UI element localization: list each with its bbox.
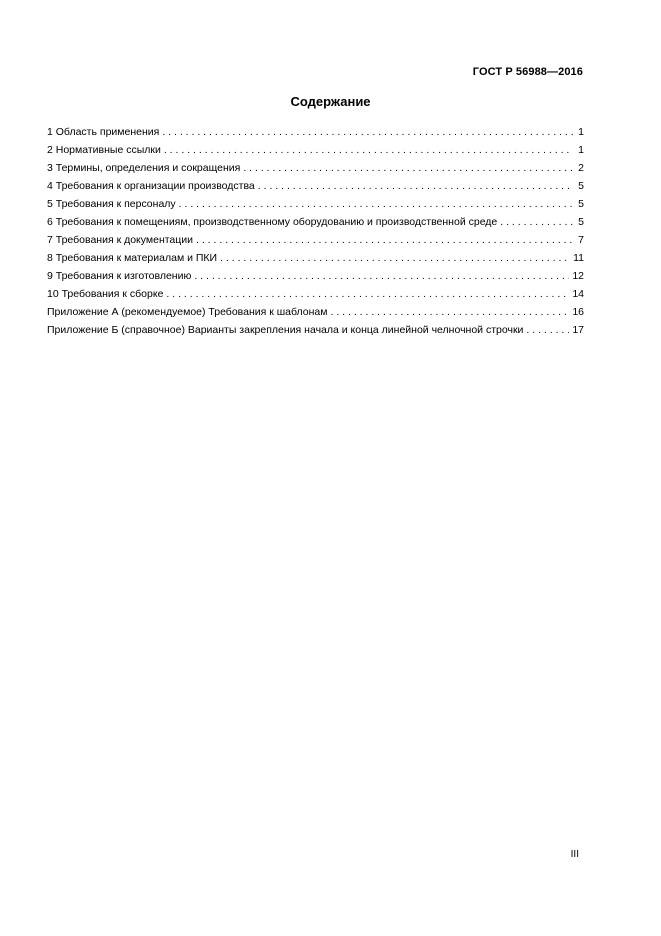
toc-entry-page: 12 [572,270,584,282]
toc-entry-page: 7 [578,234,584,246]
toc-entry-text: 2 Нормативные ссылки [47,144,161,156]
toc-entry-page: 16 [572,306,584,318]
toc-leader-dots [162,123,573,141]
toc-entry-text: Приложение А (рекомендуемое) Требования к шаблонам [47,306,328,318]
toc-entry-text: 8 Требования к материалам и ПКИ [47,252,218,264]
toc-leader-dots [526,321,569,339]
toc-entry-page: 5 [578,180,584,192]
toc-leader-dots [196,231,573,249]
toc-entry[interactable] [47,249,584,267]
toc-entry-text: 6 Требования к помещениям, производственному оборудованию и производственной среде [47,216,498,228]
toc-entry-page: 14 [572,288,584,300]
toc-entry-page: 5 [578,198,584,210]
toc-entry[interactable] [47,321,584,339]
toc-entry-page: 17 [572,324,584,336]
table-of-contents [47,123,584,339]
toc-entry[interactable] [47,231,584,249]
toc-entry-page: 11 [573,252,584,264]
toc-entry-text: 1 Область применения [47,126,160,138]
toc-entry-text: Приложение Б (справочное) Варианты закрепления начала и конца линейной челночной строчки [47,324,524,336]
toc-title: Содержание [290,94,371,109]
toc-entry[interactable] [47,195,584,213]
toc-leader-dots [164,141,573,159]
toc-entry[interactable] [47,141,584,159]
toc-entry-page: 5 [578,216,584,228]
toc-entry-page: 2 [578,162,584,174]
toc-leader-dots [258,177,573,195]
toc-leader-dots [166,285,569,303]
toc-entry-page: 1 [578,144,584,156]
page-number: III [570,849,579,860]
toc-entry[interactable] [47,267,584,285]
toc-leader-dots [500,213,573,231]
toc-entry-text: 5 Требования к персоналу [47,198,176,210]
toc-entry-text: 9 Требования к изготовлению [47,270,192,282]
toc-entry-text: 4 Требования к организации производства [47,180,255,192]
toc-entry[interactable] [47,213,584,231]
toc-entry-text: 7 Требования к документации [47,234,194,246]
toc-leader-dots [243,159,573,177]
toc-entry-text: 10 Требования к сборке [47,288,164,300]
toc-leader-dots [194,267,569,285]
document-code: ГОСТ Р 56988—2016 [472,66,583,78]
toc-entry-page: 1 [578,126,584,138]
toc-entry[interactable] [47,123,584,141]
toc-leader-dots [179,195,573,213]
toc-entry-text: 3 Термины, определения и сокращения [47,162,241,174]
toc-leader-dots [220,249,570,267]
toc-leader-dots [330,303,569,321]
toc-entry[interactable] [47,303,584,321]
toc-entry[interactable] [47,159,584,177]
toc-entry[interactable] [47,285,584,303]
toc-entry[interactable] [47,177,584,195]
